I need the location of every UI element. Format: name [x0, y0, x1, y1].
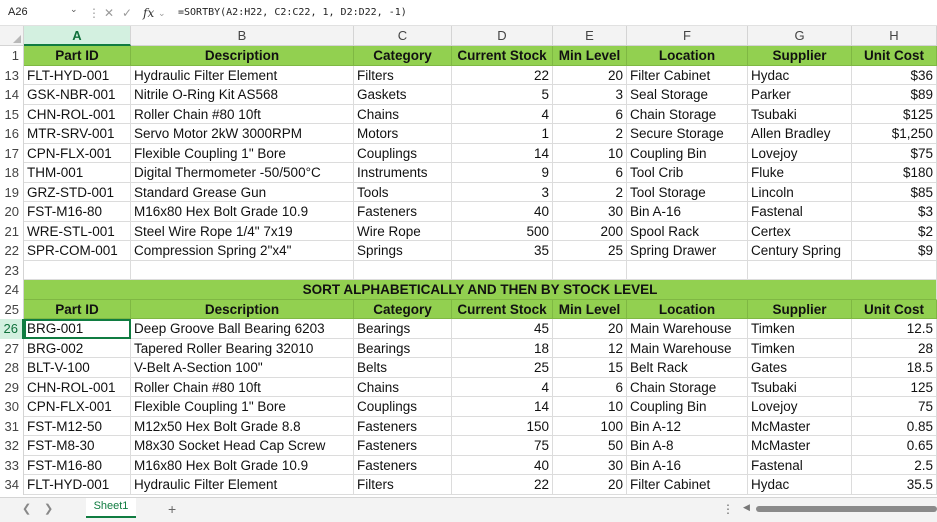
table-cell[interactable]: 18 [452, 339, 553, 359]
table-cell[interactable]: $9 [852, 241, 937, 261]
enter-icon[interactable]: ✓ [122, 6, 133, 20]
select-all-corner[interactable] [0, 26, 24, 46]
table-cell[interactable]: 6 [553, 163, 627, 183]
column-title-cell[interactable]: Description [131, 300, 354, 320]
table-cell[interactable]: Fastenal [748, 456, 852, 476]
row-header[interactable]: 23 [0, 261, 24, 281]
row-header[interactable]: 19 [0, 183, 24, 203]
table-cell[interactable]: 6 [553, 378, 627, 398]
table-cell[interactable]: CPN-FLX-001 [24, 397, 131, 417]
table-cell[interactable]: $75 [852, 144, 937, 164]
column-title-cell[interactable]: Current Stock [452, 300, 553, 320]
table-cell[interactable]: Lincoln [748, 183, 852, 203]
table-cell[interactable]: Bin A-16 [627, 456, 748, 476]
table-cell[interactable]: 28 [852, 339, 937, 359]
table-cell[interactable]: $1,250 [852, 124, 937, 144]
table-cell[interactable]: $2 [852, 222, 937, 242]
table-cell[interactable]: Hydraulic Filter Element [131, 475, 354, 495]
section-banner[interactable]: SORT ALPHABETICALLY AND THEN BY STOCK LEVEL [24, 280, 937, 300]
column-title-cell[interactable]: Unit Cost [852, 46, 937, 66]
table-cell[interactable]: Digital Thermometer -50/500°C [131, 163, 354, 183]
table-cell[interactable]: WRE-STL-001 [24, 222, 131, 242]
table-cell[interactable]: Chain Storage [627, 105, 748, 125]
table-cell[interactable]: 2 [553, 183, 627, 203]
column-header-h[interactable]: H [852, 26, 937, 46]
table-cell[interactable]: Fluke [748, 163, 852, 183]
table-cell[interactable]: Hydac [748, 66, 852, 86]
column-title-cell[interactable]: Supplier [748, 46, 852, 66]
table-cell[interactable]: CHN-ROL-001 [24, 378, 131, 398]
row-header[interactable]: 25 [0, 300, 24, 320]
more-icon[interactable]: ⋮ [722, 502, 734, 516]
table-cell[interactable]: 5 [452, 85, 553, 105]
table-cell[interactable]: THM-001 [24, 163, 131, 183]
table-cell[interactable]: 18.5 [852, 358, 937, 378]
table-cell[interactable]: Roller Chain #80 10ft [131, 378, 354, 398]
table-cell[interactable]: Instruments [354, 163, 452, 183]
table-cell[interactable]: Gaskets [354, 85, 452, 105]
row-header[interactable]: 14 [0, 85, 24, 105]
table-cell[interactable]: BLT-V-100 [24, 358, 131, 378]
table-cell[interactable]: 25 [452, 358, 553, 378]
table-cell[interactable]: Tsubaki [748, 105, 852, 125]
table-cell[interactable]: Springs [354, 241, 452, 261]
table-cell[interactable]: Timken [748, 319, 852, 339]
table-cell[interactable]: CPN-FLX-001 [24, 144, 131, 164]
table-cell[interactable]: Parker [748, 85, 852, 105]
table-cell[interactable]: 75 [452, 436, 553, 456]
table-cell[interactable]: FLT-HYD-001 [24, 66, 131, 86]
table-cell[interactable]: $36 [852, 66, 937, 86]
table-cell[interactable]: Belt Rack [627, 358, 748, 378]
table-cell[interactable]: M8x30 Socket Head Cap Screw [131, 436, 354, 456]
empty-cell[interactable] [852, 261, 937, 281]
table-cell[interactable]: Wire Rope [354, 222, 452, 242]
table-cell[interactable]: 10 [553, 397, 627, 417]
table-cell[interactable]: Spool Rack [627, 222, 748, 242]
table-cell[interactable]: 3 [452, 183, 553, 203]
table-cell[interactable]: 3 [553, 85, 627, 105]
insert-function-icon[interactable]: fx [143, 6, 155, 20]
table-cell[interactable]: 35 [452, 241, 553, 261]
table-cell[interactable]: 100 [553, 417, 627, 437]
column-title-cell[interactable]: Min Level [553, 300, 627, 320]
table-cell[interactable]: Secure Storage [627, 124, 748, 144]
table-cell[interactable]: Coupling Bin [627, 144, 748, 164]
row-header[interactable]: 17 [0, 144, 24, 164]
corner-triangle-icon [13, 35, 21, 43]
name-box[interactable]: A26 [8, 6, 28, 18]
table-cell[interactable]: Fasteners [354, 436, 452, 456]
table-cell[interactable]: FST-M8-30 [24, 436, 131, 456]
table-cell[interactable]: Spring Drawer [627, 241, 748, 261]
column-header-d[interactable]: D [452, 26, 553, 46]
table-cell[interactable]: $125 [852, 105, 937, 125]
table-cell[interactable]: Couplings [354, 397, 452, 417]
table-cell[interactable]: Certex [748, 222, 852, 242]
row-header[interactable]: 22 [0, 241, 24, 261]
table-cell[interactable]: Lovejoy [748, 397, 852, 417]
row-header[interactable]: 27 [0, 339, 24, 359]
table-cell[interactable]: Deep Groove Ball Bearing 6203 [131, 319, 354, 339]
table-cell[interactable]: Servo Motor 2kW 3000RPM [131, 124, 354, 144]
table-cell[interactable]: 150 [452, 417, 553, 437]
table-cell[interactable]: Fasteners [354, 456, 452, 476]
table-cell[interactable]: 125 [852, 378, 937, 398]
table-cell[interactable]: Tsubaki [748, 378, 852, 398]
table-cell[interactable]: 15 [553, 358, 627, 378]
table-cell[interactable]: McMaster [748, 436, 852, 456]
scroll-left-icon[interactable]: ◀ [743, 502, 750, 512]
column-header-b[interactable]: B [131, 26, 354, 46]
row-header[interactable]: 28 [0, 358, 24, 378]
table-cell[interactable]: 35.5 [852, 475, 937, 495]
row-header[interactable]: 21 [0, 222, 24, 242]
table-cell[interactable]: Century Spring [748, 241, 852, 261]
table-cell[interactable]: 4 [452, 105, 553, 125]
column-header-f[interactable]: F [627, 26, 748, 46]
table-cell[interactable]: Tool Storage [627, 183, 748, 203]
sheet-tab-bar [0, 497, 937, 522]
table-cell[interactable]: 20 [553, 66, 627, 86]
table-cell[interactable]: Main Warehouse [627, 339, 748, 359]
table-cell[interactable]: MTR-SRV-001 [24, 124, 131, 144]
empty-cell[interactable] [627, 261, 748, 281]
table-cell[interactable]: Hydraulic Filter Element [131, 66, 354, 86]
column-title-cell[interactable]: Part ID [24, 300, 131, 320]
row-header[interactable]: 15 [0, 105, 24, 125]
column-title-cell[interactable]: Part ID [24, 46, 131, 66]
table-cell[interactable]: Filters [354, 475, 452, 495]
table-cell[interactable]: M16x80 Hex Bolt Grade 10.9 [131, 456, 354, 476]
row-header[interactable]: 20 [0, 202, 24, 222]
table-cell[interactable]: Filter Cabinet [627, 66, 748, 86]
empty-cell[interactable] [24, 261, 131, 281]
column-title-cell[interactable]: Category [354, 300, 452, 320]
empty-cell[interactable] [748, 261, 852, 281]
table-cell[interactable]: BRG-002 [24, 339, 131, 359]
table-cell[interactable]: $85 [852, 183, 937, 203]
row-header[interactable]: 1 [0, 46, 24, 66]
table-cell[interactable]: Motors [354, 124, 452, 144]
table-cell[interactable]: 2.5 [852, 456, 937, 476]
table-cell[interactable]: 12.5 [852, 319, 937, 339]
table-cell[interactable]: 75 [852, 397, 937, 417]
table-cell[interactable]: 10 [553, 144, 627, 164]
row-header[interactable]: 32 [0, 436, 24, 456]
fx-dropdown-icon[interactable]: ⌄ [158, 8, 166, 18]
column-title-cell[interactable]: Location [627, 46, 748, 66]
table-cell[interactable]: Belts [354, 358, 452, 378]
table-cell[interactable]: FST-M12-50 [24, 417, 131, 437]
empty-cell[interactable] [553, 261, 627, 281]
table-cell[interactable]: Bin A-8 [627, 436, 748, 456]
column-header-a[interactable]: A [24, 26, 131, 46]
table-cell[interactable]: Fastenal [748, 202, 852, 222]
table-cell[interactable]: FST-M16-80 [24, 456, 131, 476]
table-cell[interactable]: Fasteners [354, 202, 452, 222]
row-header[interactable]: 26 [0, 319, 24, 339]
table-cell[interactable]: FLT-HYD-001 [24, 475, 131, 495]
horizontal-scrollbar[interactable] [740, 506, 937, 512]
table-cell[interactable]: 22 [452, 475, 553, 495]
empty-cell[interactable] [452, 261, 553, 281]
table-cell[interactable]: Tapered Roller Bearing 32010 [131, 339, 354, 359]
table-cell[interactable]: Flexible Coupling 1" Bore [131, 144, 354, 164]
prev-sheet-icon[interactable]: ❮ [22, 503, 32, 515]
table-cell[interactable]: 9 [452, 163, 553, 183]
table-cell[interactable]: Seal Storage [627, 85, 748, 105]
table-cell[interactable]: 25 [553, 241, 627, 261]
table-cell[interactable]: Compression Spring 2"x4" [131, 241, 354, 261]
table-cell[interactable]: CHN-ROL-001 [24, 105, 131, 125]
table-cell[interactable]: Timken [748, 339, 852, 359]
table-cell[interactable]: 20 [553, 475, 627, 495]
formula-bar [0, 0, 937, 26]
table-cell[interactable]: 1 [452, 124, 553, 144]
row-header[interactable]: 18 [0, 163, 24, 183]
empty-cell[interactable] [354, 261, 452, 281]
table-cell[interactable]: $180 [852, 163, 937, 183]
column-title-cell[interactable]: Current Stock [452, 46, 553, 66]
table-cell[interactable]: $3 [852, 202, 937, 222]
row-header[interactable]: 33 [0, 456, 24, 476]
table-cell[interactable]: Couplings [354, 144, 452, 164]
table-cell[interactable]: Chains [354, 105, 452, 125]
row-header[interactable]: 34 [0, 475, 24, 495]
table-cell[interactable]: Main Warehouse [627, 319, 748, 339]
row-header[interactable]: 24 [0, 280, 24, 300]
column-title-cell[interactable]: Category [354, 46, 452, 66]
table-cell[interactable]: Flexible Coupling 1" Bore [131, 397, 354, 417]
table-cell[interactable]: McMaster [748, 417, 852, 437]
table-cell[interactable]: 40 [452, 456, 553, 476]
table-cell[interactable]: 0.65 [852, 436, 937, 456]
table-cell[interactable]: 2 [553, 124, 627, 144]
column-title-cell[interactable]: Location [627, 300, 748, 320]
cancel-icon[interactable]: ✕ [104, 6, 115, 20]
formula-input[interactable]: =SORTBY(A2:H22, C2:C22, 1, D2:D22, -1) [178, 7, 407, 18]
table-cell[interactable]: 45 [452, 319, 553, 339]
column-header-c[interactable]: C [354, 26, 452, 46]
table-cell[interactable]: M16x80 Hex Bolt Grade 10.9 [131, 202, 354, 222]
table-cell[interactable]: Roller Chain #80 10ft [131, 105, 354, 125]
table-cell[interactable]: 200 [553, 222, 627, 242]
table-cell[interactable]: 14 [452, 397, 553, 417]
table-cell[interactable]: 0.85 [852, 417, 937, 437]
table-cell[interactable]: Standard Grease Gun [131, 183, 354, 203]
table-cell[interactable]: 30 [553, 202, 627, 222]
table-cell[interactable]: 22 [452, 66, 553, 86]
row-header[interactable]: 13 [0, 66, 24, 86]
table-cell[interactable]: Filter Cabinet [627, 475, 748, 495]
table-cell[interactable]: GRZ-STD-001 [24, 183, 131, 203]
table-cell[interactable]: Filters [354, 66, 452, 86]
table-cell[interactable]: FST-M16-80 [24, 202, 131, 222]
scrollbar-thumb[interactable] [756, 506, 937, 512]
more-options-icon[interactable]: ⋮ [88, 6, 100, 20]
add-sheet-icon[interactable]: + [168, 501, 177, 517]
table-cell[interactable]: 30 [553, 456, 627, 476]
row-header[interactable]: 29 [0, 378, 24, 398]
row-header[interactable]: 31 [0, 417, 24, 437]
column-header-e[interactable]: E [553, 26, 627, 46]
table-cell[interactable]: Hydac [748, 475, 852, 495]
table-cell[interactable]: Fasteners [354, 417, 452, 437]
column-title-cell[interactable]: Description [131, 46, 354, 66]
table-cell[interactable]: Steel Wire Rope 1/4" 7x19 [131, 222, 354, 242]
table-cell[interactable]: V-Belt A-Section 100" [131, 358, 354, 378]
next-sheet-icon[interactable]: ❯ [44, 503, 54, 515]
row-header[interactable]: 16 [0, 124, 24, 144]
table-cell[interactable]: Bearings [354, 339, 452, 359]
table-cell[interactable]: Bin A-16 [627, 202, 748, 222]
table-cell[interactable]: Bearings [354, 319, 452, 339]
table-cell[interactable]: 20 [553, 319, 627, 339]
table-cell[interactable]: 500 [452, 222, 553, 242]
table-cell[interactable]: Chains [354, 378, 452, 398]
table-cell[interactable]: 12 [553, 339, 627, 359]
table-cell[interactable]: 4 [452, 378, 553, 398]
column-title-cell[interactable]: Unit Cost [852, 300, 937, 320]
table-cell[interactable]: M12x50 Hex Bolt Grade 8.8 [131, 417, 354, 437]
row-header[interactable]: 30 [0, 397, 24, 417]
column-title-cell[interactable]: Supplier [748, 300, 852, 320]
column-header-g[interactable]: G [748, 26, 852, 46]
table-cell[interactable]: Tools [354, 183, 452, 203]
table-cell[interactable]: Nitrile O-Ring Kit AS568 [131, 85, 354, 105]
table-cell[interactable]: 6 [553, 105, 627, 125]
table-cell[interactable]: Allen Bradley [748, 124, 852, 144]
table-cell[interactable]: Coupling Bin [627, 397, 748, 417]
table-cell[interactable]: 14 [452, 144, 553, 164]
table-cell[interactable]: $89 [852, 85, 937, 105]
table-cell[interactable]: Bin A-12 [627, 417, 748, 437]
table-cell[interactable]: Gates [748, 358, 852, 378]
table-cell[interactable]: Chain Storage [627, 378, 748, 398]
chevron-down-icon[interactable]: ⌄ [70, 4, 78, 14]
table-cell[interactable]: 40 [452, 202, 553, 222]
table-cell[interactable]: Lovejoy [748, 144, 852, 164]
table-cell[interactable]: SPR-COM-001 [24, 241, 131, 261]
table-cell[interactable]: BRG-001 [24, 319, 131, 339]
column-title-cell[interactable]: Min Level [553, 46, 627, 66]
table-cell[interactable]: 50 [553, 436, 627, 456]
table-cell[interactable]: Tool Crib [627, 163, 748, 183]
table-cell[interactable]: GSK-NBR-001 [24, 85, 131, 105]
sheet-tab[interactable]: Sheet1 [86, 498, 136, 518]
empty-cell[interactable] [131, 261, 354, 281]
